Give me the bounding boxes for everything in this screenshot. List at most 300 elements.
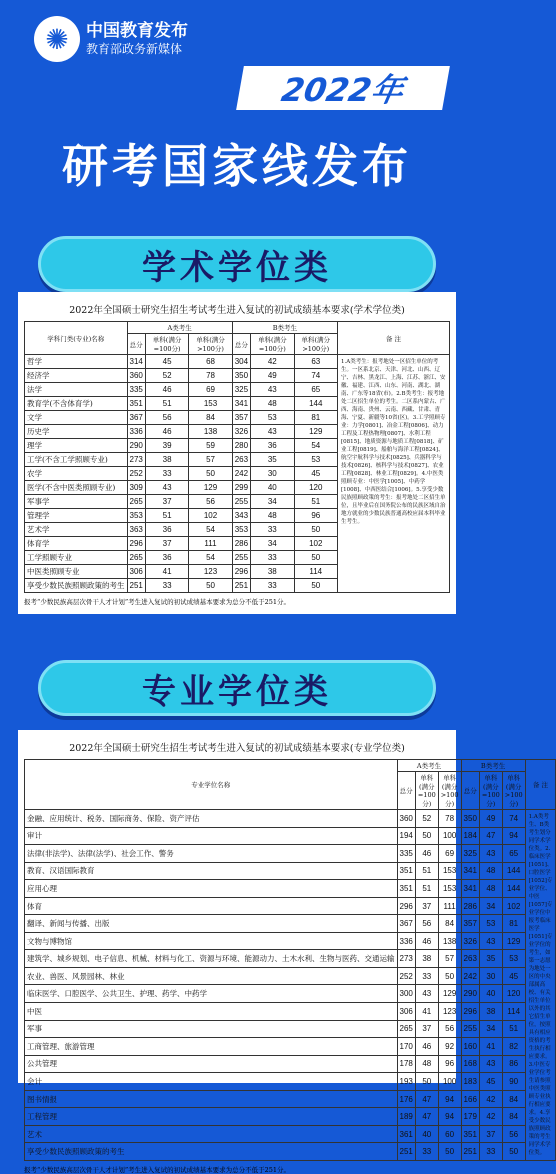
score-cell: 360 — [127, 369, 145, 383]
score-cell: 176 — [397, 1090, 415, 1108]
subject-name: 公共管理 — [25, 1055, 398, 1073]
score-cell: 50 — [415, 827, 438, 845]
table-row — [25, 950, 556, 968]
score-cell: 82 — [502, 1038, 525, 1056]
subject-name: 哲学 — [25, 355, 128, 369]
score-cell: 351 — [461, 1125, 479, 1143]
score-cell: 50 — [438, 967, 461, 985]
score-cell: 33 — [251, 579, 294, 593]
score-cell: 263 — [461, 950, 479, 968]
score-cell: 46 — [145, 383, 188, 397]
score-cell: 265 — [127, 551, 145, 565]
score-cell: 74 — [294, 369, 337, 383]
score-cell: 179 — [461, 1108, 479, 1126]
header-single-100: 单科(满分=100分) — [415, 772, 438, 810]
score-cell: 43 — [251, 383, 294, 397]
score-cell: 37 — [415, 897, 438, 915]
notes-cell: 1.A类考生：报考地处一区招生单位的考生。一区系北京、天津、河北、山西、辽宁、吉林、黑龙江、上海、江苏、浙江、安徽、福建、江西、山东、河南、湖北、湖南、广东等18省(市)。2.B类考生：报考地处二区招生单位的考生。二区系内蒙古、广西、海南、贵州、云南、西藏、甘肃、青海、宁夏、新疆等10省(区)。3.工学照顾专业：力学[0801]、冶金工程[0806]、动力工程及工程热物理[0807]、水利工程[0815]、地质资源与地质工程[0818]、矿业工程[0819]、船舶与海洋工程[0824]、航空宇航科学与技术[0825]、兵器科学与技术[0826]、核科学与技术[0827]、农业工程[0828]、林业工程[0829]。4.中医类照顾专业：中医学[1005]、中药学[1008]、中西医结合[1006]。5.享受少数民族照顾政策的考生：报考地处二区招生单位，且毕业后在国务院公布的民族区域自治地方就业的少数民族普通高校应届本科毕业生考生。 — [338, 355, 450, 593]
subject-name: 医学(不含中医类照顾专业) — [25, 481, 128, 495]
header-b: B类考生 — [232, 322, 337, 334]
score-cell: 41 — [145, 565, 188, 579]
score-cell: 38 — [251, 565, 294, 579]
score-cell: 129 — [502, 932, 525, 950]
score-cell: 74 — [502, 810, 525, 828]
page-title: 研考国家线发布 — [62, 139, 412, 193]
subject-name: 中医类照顾专业 — [25, 565, 128, 579]
score-cell: 138 — [438, 932, 461, 950]
score-cell: 84 — [502, 1090, 525, 1108]
score-cell: 50 — [415, 1073, 438, 1091]
score-cell: 48 — [251, 509, 294, 523]
score-cell: 63 — [294, 355, 337, 369]
subject-name: 享受少数民族照顾政策的考生 — [25, 1143, 398, 1161]
score-cell: 153 — [438, 862, 461, 880]
header-single-100: 单科(满分=100分) — [145, 334, 188, 355]
score-cell: 273 — [127, 453, 145, 467]
score-cell: 335 — [397, 845, 415, 863]
score-cell: 363 — [127, 523, 145, 537]
header-note: 备 注 — [338, 322, 450, 355]
score-cell: 290 — [127, 439, 145, 453]
score-cell: 41 — [479, 1038, 502, 1056]
score-cell: 299 — [232, 481, 250, 495]
score-cell: 56 — [189, 495, 232, 509]
subject-name: 临床医学、口腔医学、公共卫生、护理、药学、中药学 — [25, 985, 398, 1003]
score-cell: 81 — [502, 915, 525, 933]
score-cell: 296 — [397, 897, 415, 915]
notes-cell: 1.A类考生、B类考生划分同学术学位类。2.临床医学[1051]、口腔医学[1052]专业学位、中医[1057]专业学位中报考临床医学[1051]专业学位的考生，如第一志愿为地处一区的中央部属高校、有关招生单位以外的其它招生单位，按照具有相应资格的考生执行相应要求。3.中医专业学位考生请参照中医类照顾专业执行相应要求。4.享受少数民族照顾政策的考生同学术学位类。 — [525, 810, 556, 1161]
table-row — [25, 1003, 556, 1021]
score-cell: 30 — [479, 967, 502, 985]
score-cell: 50 — [189, 467, 232, 481]
score-cell: 325 — [232, 383, 250, 397]
section-label-academic: 学术学位类 — [38, 236, 436, 292]
table-row — [25, 985, 556, 1003]
score-cell: 49 — [479, 810, 502, 828]
header-a: A类考生 — [127, 322, 232, 334]
score-cell: 47 — [415, 1090, 438, 1108]
subject-name: 工学(不含工学照顾专业) — [25, 453, 128, 467]
score-cell: 34 — [479, 1020, 502, 1038]
header-single-150: 单科(满分>100分) — [438, 772, 461, 810]
score-cell: 90 — [502, 1073, 525, 1091]
score-cell: 48 — [251, 397, 294, 411]
table-row — [25, 1073, 556, 1091]
score-cell: 304 — [232, 355, 250, 369]
score-cell: 53 — [479, 915, 502, 933]
table-row — [25, 1055, 556, 1073]
subject-name: 体育 — [25, 897, 398, 915]
score-cell: 343 — [232, 509, 250, 523]
score-cell: 54 — [189, 551, 232, 565]
subject-name: 工商管理、旅游管理 — [25, 1038, 398, 1056]
score-cell: 57 — [189, 453, 232, 467]
score-cell: 35 — [251, 453, 294, 467]
score-cell: 286 — [232, 537, 250, 551]
score-cell: 40 — [415, 1125, 438, 1143]
score-cell: 290 — [461, 985, 479, 1003]
score-cell: 46 — [415, 1038, 438, 1056]
score-cell: 111 — [189, 537, 232, 551]
table-row — [25, 355, 450, 369]
score-cell: 48 — [415, 1055, 438, 1073]
score-cell: 65 — [294, 383, 337, 397]
score-cell: 84 — [189, 411, 232, 425]
score-cell: 123 — [189, 565, 232, 579]
subject-name: 军事学 — [25, 495, 128, 509]
score-cell: 194 — [397, 827, 415, 845]
subject-name: 法学 — [25, 383, 128, 397]
score-cell: 361 — [397, 1125, 415, 1143]
table-row — [25, 827, 556, 845]
score-cell: 53 — [251, 411, 294, 425]
score-cell: 251 — [232, 579, 250, 593]
score-cell: 367 — [127, 411, 145, 425]
score-cell: 69 — [189, 383, 232, 397]
score-cell: 56 — [438, 1020, 461, 1038]
dandelion-icon: ✺ — [34, 16, 80, 62]
table-footnote: 报考“少数民族高层次骨干人才计划”考生进入复试的初试成绩基本要求为总分不低于251分。 — [24, 1166, 291, 1174]
score-cell: 56 — [415, 915, 438, 933]
table-row — [25, 1090, 556, 1108]
score-cell: 357 — [461, 915, 479, 933]
score-cell: 33 — [251, 523, 294, 537]
score-cell: 265 — [397, 1020, 415, 1038]
score-cell: 96 — [438, 1055, 461, 1073]
table-row — [25, 897, 556, 915]
subject-name: 应用心理 — [25, 880, 398, 898]
score-cell: 33 — [251, 551, 294, 565]
score-cell: 50 — [294, 551, 337, 565]
subject-name: 金融、应用统计、税务、国际商务、保险、资产评估 — [25, 810, 398, 828]
score-cell: 34 — [479, 897, 502, 915]
score-cell: 65 — [502, 845, 525, 863]
score-cell: 45 — [479, 1073, 502, 1091]
score-cell: 178 — [397, 1055, 415, 1073]
table-row — [25, 1020, 556, 1038]
score-cell: 34 — [251, 537, 294, 551]
score-cell: 351 — [397, 880, 415, 898]
academic-score-table — [24, 321, 450, 593]
table-row — [25, 810, 556, 828]
academic-table-card — [18, 292, 456, 614]
score-cell: 336 — [397, 932, 415, 950]
subject-name: 管理学 — [25, 509, 128, 523]
header-b: B类考生 — [461, 760, 525, 772]
score-cell: 84 — [502, 1108, 525, 1126]
header-subject: 专业学位名称 — [25, 760, 398, 810]
table-title: 2022年全国硕士研究生招生考试考生进入复试的初试成绩基本要求(专业学位类) — [69, 743, 405, 754]
subject-name: 历史学 — [25, 425, 128, 439]
score-cell: 48 — [479, 862, 502, 880]
score-cell: 36 — [145, 551, 188, 565]
score-cell: 335 — [127, 383, 145, 397]
score-cell: 33 — [145, 579, 188, 593]
score-cell: 36 — [251, 439, 294, 453]
score-cell: 129 — [189, 481, 232, 495]
subject-name: 教育学(不含体育学) — [25, 397, 128, 411]
score-cell: 33 — [479, 1143, 502, 1161]
subject-name: 图书情报 — [25, 1090, 398, 1108]
score-cell: 50 — [438, 1143, 461, 1161]
score-cell: 42 — [251, 355, 294, 369]
subject-name: 建筑学、城乡规划、电子信息、机械、材料与化工、资源与环境、能源动力、土木水利、生物与医药、交通运输 — [25, 950, 398, 968]
score-cell: 286 — [461, 897, 479, 915]
header-single-100: 单科(满分=100分) — [251, 334, 294, 355]
score-cell: 280 — [232, 439, 250, 453]
score-cell: 50 — [502, 1143, 525, 1161]
score-cell: 170 — [397, 1038, 415, 1056]
score-cell: 78 — [189, 369, 232, 383]
score-cell: 326 — [232, 425, 250, 439]
table-row — [25, 1108, 556, 1126]
score-cell: 353 — [127, 509, 145, 523]
score-cell: 129 — [438, 985, 461, 1003]
table-row — [25, 915, 556, 933]
score-cell: 252 — [127, 467, 145, 481]
score-cell: 242 — [232, 467, 250, 481]
score-cell: 296 — [232, 565, 250, 579]
score-cell: 43 — [251, 425, 294, 439]
score-cell: 102 — [294, 537, 337, 551]
score-cell: 43 — [479, 1055, 502, 1073]
score-cell: 47 — [415, 1108, 438, 1126]
subject-name: 工学照顾专业 — [25, 551, 128, 565]
logo-subtitle: 教育部政务新媒体 — [86, 42, 183, 56]
header-single-150: 单科(满分>100分) — [502, 772, 525, 810]
score-cell: 255 — [232, 495, 250, 509]
score-cell: 53 — [294, 453, 337, 467]
score-cell: 41 — [415, 1003, 438, 1021]
score-cell: 86 — [502, 1055, 525, 1073]
score-cell: 252 — [397, 967, 415, 985]
score-cell: 255 — [232, 551, 250, 565]
logo-title: 中国教育发布 — [86, 21, 188, 41]
score-cell: 341 — [461, 862, 479, 880]
score-cell: 33 — [415, 967, 438, 985]
score-cell: 144 — [502, 880, 525, 898]
score-cell: 39 — [145, 439, 188, 453]
table-row — [25, 967, 556, 985]
score-cell: 251 — [397, 1143, 415, 1161]
professional-score-table — [24, 759, 556, 1161]
score-cell: 265 — [127, 495, 145, 509]
subject-name: 中医 — [25, 1003, 398, 1021]
score-cell: 306 — [127, 565, 145, 579]
score-cell: 78 — [438, 810, 461, 828]
subject-name: 法律(非法学)、法律(法学)、社会工作、警务 — [25, 845, 398, 863]
score-cell: 54 — [294, 439, 337, 453]
score-cell: 45 — [294, 467, 337, 481]
score-cell: 296 — [127, 537, 145, 551]
score-cell: 51 — [145, 509, 188, 523]
header-single-150: 单科(满分>100分) — [189, 334, 232, 355]
score-cell: 33 — [145, 467, 188, 481]
score-cell: 52 — [415, 810, 438, 828]
score-cell: 43 — [415, 985, 438, 1003]
subject-name: 工程管理 — [25, 1108, 398, 1126]
score-cell: 51 — [415, 862, 438, 880]
score-cell: 49 — [251, 369, 294, 383]
score-cell: 123 — [438, 1003, 461, 1021]
score-cell: 43 — [479, 932, 502, 950]
subject-name: 军事 — [25, 1020, 398, 1038]
score-cell: 50 — [294, 579, 337, 593]
table-row — [25, 862, 556, 880]
subject-name: 农业、兽医、风景园林、林业 — [25, 967, 398, 985]
score-cell: 34 — [251, 495, 294, 509]
score-cell: 50 — [189, 579, 232, 593]
subject-name: 艺术 — [25, 1125, 398, 1143]
score-cell: 46 — [415, 932, 438, 950]
score-cell: 100 — [438, 827, 461, 845]
score-cell: 251 — [461, 1143, 479, 1161]
score-cell: 51 — [145, 397, 188, 411]
table-title: 2022年全国硕士研究生招生考试考生进入复试的初试成绩基本要求(学术学位类) — [69, 305, 405, 316]
score-cell: 37 — [145, 537, 188, 551]
brand-logo — [34, 16, 188, 62]
score-cell: 102 — [189, 509, 232, 523]
score-cell: 120 — [502, 985, 525, 1003]
score-cell: 325 — [461, 845, 479, 863]
score-cell: 30 — [251, 467, 294, 481]
score-cell: 263 — [232, 453, 250, 467]
section-label-professional: 专业学位类 — [38, 660, 436, 716]
header-single-100: 单科(满分=100分) — [479, 772, 502, 810]
score-cell: 341 — [461, 880, 479, 898]
score-cell: 351 — [397, 862, 415, 880]
score-cell: 51 — [294, 495, 337, 509]
subject-name: 翻译、新闻与传播、出版 — [25, 915, 398, 933]
subject-name: 体育学 — [25, 537, 128, 551]
score-cell: 111 — [438, 897, 461, 915]
score-cell: 38 — [145, 453, 188, 467]
header-total: 总分 — [127, 334, 145, 355]
score-cell: 350 — [232, 369, 250, 383]
score-cell: 367 — [397, 915, 415, 933]
score-cell: 35 — [479, 950, 502, 968]
header-a: A类考生 — [397, 760, 461, 772]
subject-name: 审计 — [25, 827, 398, 845]
score-cell: 314 — [127, 355, 145, 369]
score-cell: 306 — [397, 1003, 415, 1021]
subject-name: 农学 — [25, 467, 128, 481]
score-cell: 59 — [189, 439, 232, 453]
score-cell: 138 — [189, 425, 232, 439]
score-cell: 94 — [502, 827, 525, 845]
subject-name: 经济学 — [25, 369, 128, 383]
score-cell: 45 — [145, 355, 188, 369]
score-cell: 309 — [127, 481, 145, 495]
header-total: 总分 — [397, 772, 415, 810]
score-cell: 94 — [438, 1090, 461, 1108]
score-cell: 38 — [479, 1003, 502, 1021]
score-cell: 184 — [461, 827, 479, 845]
score-cell: 40 — [251, 481, 294, 495]
table-row — [25, 1038, 556, 1056]
score-cell: 40 — [479, 985, 502, 1003]
score-cell: 353 — [232, 523, 250, 537]
score-cell: 350 — [461, 810, 479, 828]
score-cell: 52 — [145, 369, 188, 383]
subject-name: 文学 — [25, 411, 128, 425]
score-cell: 43 — [479, 845, 502, 863]
score-cell: 144 — [502, 862, 525, 880]
year-badge: 2022年 — [236, 66, 450, 110]
score-cell: 46 — [415, 845, 438, 863]
score-cell: 51 — [415, 880, 438, 898]
score-cell: 36 — [145, 523, 188, 537]
score-cell: 296 — [461, 1003, 479, 1021]
score-cell: 351 — [127, 397, 145, 411]
score-cell: 96 — [294, 509, 337, 523]
subject-name: 教育、汉语国际教育 — [25, 862, 398, 880]
header-note: 备 注 — [525, 760, 556, 810]
score-cell: 160 — [461, 1038, 479, 1056]
table-row — [25, 880, 556, 898]
score-cell: 69 — [438, 845, 461, 863]
score-cell: 166 — [461, 1090, 479, 1108]
score-cell: 153 — [438, 880, 461, 898]
score-cell: 48 — [479, 880, 502, 898]
score-cell: 273 — [397, 950, 415, 968]
table-row — [25, 932, 556, 950]
table-row — [25, 1125, 556, 1143]
score-cell: 189 — [397, 1108, 415, 1126]
score-cell: 47 — [479, 827, 502, 845]
score-cell: 120 — [294, 481, 337, 495]
subject-name: 艺术学 — [25, 523, 128, 537]
score-cell: 336 — [127, 425, 145, 439]
score-cell: 92 — [438, 1038, 461, 1056]
score-cell: 193 — [397, 1073, 415, 1091]
score-cell: 360 — [397, 810, 415, 828]
score-cell: 300 — [397, 985, 415, 1003]
score-cell: 153 — [189, 397, 232, 411]
score-cell: 326 — [461, 932, 479, 950]
score-cell: 42 — [479, 1090, 502, 1108]
score-cell: 242 — [461, 967, 479, 985]
score-cell: 129 — [294, 425, 337, 439]
score-cell: 43 — [145, 481, 188, 495]
score-cell: 56 — [145, 411, 188, 425]
score-cell: 68 — [189, 355, 232, 369]
table-row — [25, 1143, 556, 1161]
score-cell: 46 — [145, 425, 188, 439]
score-cell: 53 — [502, 950, 525, 968]
score-cell: 84 — [438, 915, 461, 933]
score-cell: 251 — [127, 579, 145, 593]
score-cell: 144 — [294, 397, 337, 411]
score-cell: 54 — [189, 523, 232, 537]
score-cell: 81 — [294, 411, 337, 425]
score-cell: 114 — [502, 1003, 525, 1021]
score-cell: 56 — [502, 1125, 525, 1143]
score-cell: 341 — [232, 397, 250, 411]
score-cell: 100 — [438, 1073, 461, 1091]
score-cell: 357 — [232, 411, 250, 425]
score-cell: 50 — [294, 523, 337, 537]
score-cell: 37 — [479, 1125, 502, 1143]
professional-table-card — [18, 730, 553, 1174]
score-cell: 33 — [415, 1143, 438, 1161]
table-footnote: 报考“少数民族高层次骨干人才计划”考生进入复试的初试成绩基本要求为总分不低于251分。 — [24, 598, 291, 606]
subject-name: 理学 — [25, 439, 128, 453]
subject-name: 文物与博物馆 — [25, 932, 398, 950]
score-cell: 102 — [502, 897, 525, 915]
score-cell: 51 — [502, 1020, 525, 1038]
subject-name: 会计 — [25, 1073, 398, 1091]
